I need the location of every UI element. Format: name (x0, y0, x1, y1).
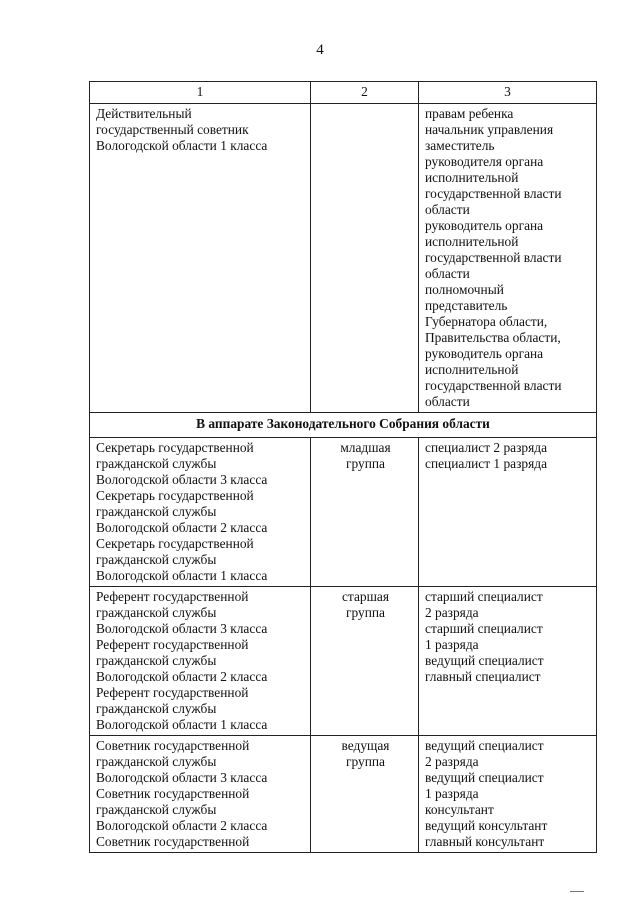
column-header: 1 (90, 82, 311, 104)
column-header: 2 (311, 82, 419, 104)
cell-line: исполнительной (425, 362, 519, 377)
positions-table (89, 81, 597, 853)
cell-line: Вологодской области 3 класса (96, 770, 268, 785)
cell-line: государственной власти (425, 186, 562, 201)
cell-line: гражданской службы (96, 754, 217, 769)
cell-line: группа (346, 456, 385, 471)
cell-line: исполнительной (425, 170, 519, 185)
cell-line: Советник государственной (96, 738, 250, 753)
table-cell-equivalent (419, 587, 597, 736)
cell-line: начальник управления (425, 122, 554, 137)
table-cell-position (90, 438, 311, 587)
cell-line: области (425, 266, 470, 281)
cell-line: Референт государственной (96, 589, 249, 604)
cell-line: Вологодской области 3 класса (96, 472, 268, 487)
cell-line: гражданской службы (96, 605, 217, 620)
table-row (90, 587, 597, 736)
table-cell-equivalent (419, 736, 597, 853)
table-cell-group (311, 587, 419, 736)
table-cell-position (90, 587, 311, 736)
cell-line: правам ребенка (425, 106, 514, 121)
cell-line: Вологодской области 2 класса (96, 818, 268, 833)
cell-line: Секретарь государственной (96, 488, 254, 503)
cell-line: гражданской службы (96, 701, 217, 716)
cell-line: Вологодской области 1 класса (96, 138, 268, 153)
cell-line: гражданской службы (96, 802, 217, 817)
table-header-row (90, 82, 597, 104)
cell-line: области (425, 202, 470, 217)
cell-line: консультант (425, 802, 494, 817)
table-cell-position (90, 736, 311, 853)
section-title: В аппарате Законодательного Собрания области (90, 413, 597, 438)
cell-line: 2 разряда (425, 605, 479, 620)
cell-line: ведущий специалист (425, 738, 544, 753)
cell-line: Советник государственной (96, 786, 250, 801)
column-header: 3 (419, 82, 597, 104)
cell-line: ведущий специалист (425, 770, 544, 785)
cell-line: Вологодской области 1 класса (96, 568, 268, 583)
cell-line: полномочный (425, 282, 504, 297)
cell-line: области (425, 394, 470, 409)
cell-line: Секретарь государственной (96, 536, 254, 551)
cell-line: ведущий специалист (425, 653, 544, 668)
cell-line: Действительный (96, 106, 192, 121)
cell-line: младшая (340, 440, 391, 455)
cell-line: Вологодской области 2 класса (96, 520, 268, 535)
table-cell-equivalent (419, 438, 597, 587)
cell-line: ведущий консультант (425, 818, 548, 833)
cell-line: исполнительной (425, 234, 519, 249)
table-row (90, 438, 597, 587)
cell-line: Секретарь государственной (96, 440, 254, 455)
page-number: 4 (316, 42, 324, 58)
cell-line: Вологодской области 1 класса (96, 717, 268, 732)
cell-line: Советник государственной (96, 834, 250, 849)
cell-line: главный специалист (425, 669, 541, 684)
cell-line: старшая (341, 589, 389, 604)
table-cell-equivalent (419, 104, 597, 413)
cell-line: гражданской службы (96, 504, 217, 519)
cell-line: 2 разряда (425, 754, 479, 769)
cell-line: ведущая (341, 738, 390, 753)
table-cell-group (311, 104, 419, 413)
table-row (90, 104, 597, 413)
cell-line: старший специалист (425, 621, 543, 636)
table-row (90, 736, 597, 853)
cell-line: руководителя органа (425, 154, 544, 169)
cell-line: Референт государственной (96, 685, 249, 700)
cell-line: Вологодской области 2 класса (96, 669, 268, 684)
cell-line: Правительства области, (425, 330, 561, 345)
cell-line: гражданской службы (96, 552, 217, 567)
cell-line: 1 разряда (425, 786, 479, 801)
cell-line: Губернатора области, (425, 314, 548, 329)
cell-line: гражданской службы (96, 653, 217, 668)
cell-line: Вологодской области 3 класса (96, 621, 268, 636)
cell-line: Референт государственной (96, 637, 249, 652)
cell-line: специалист 2 разряда (425, 440, 548, 455)
cell-line: руководитель органа (425, 218, 544, 233)
cell-line: государственный советник (96, 122, 249, 137)
cell-line: 1 разряда (425, 637, 479, 652)
table-cell-group (311, 438, 419, 587)
cell-line: гражданской службы (96, 456, 217, 471)
cell-line: государственной власти (425, 250, 562, 265)
cell-line: главный консультант (425, 834, 545, 849)
cell-line: группа (346, 754, 385, 769)
table-cell-group (311, 736, 419, 853)
table-cell-position (90, 104, 311, 413)
cell-line: государственной власти (425, 378, 562, 393)
cell-line: представитель (425, 298, 508, 313)
cell-line: руководитель органа (425, 346, 544, 361)
cell-line: специалист 1 разряда (425, 456, 548, 471)
cell-line: старший специалист (425, 589, 543, 604)
cell-line: группа (346, 605, 385, 620)
section-header-row (90, 413, 597, 438)
scan-mark (570, 891, 584, 896)
cell-line: заместитель (425, 138, 495, 153)
